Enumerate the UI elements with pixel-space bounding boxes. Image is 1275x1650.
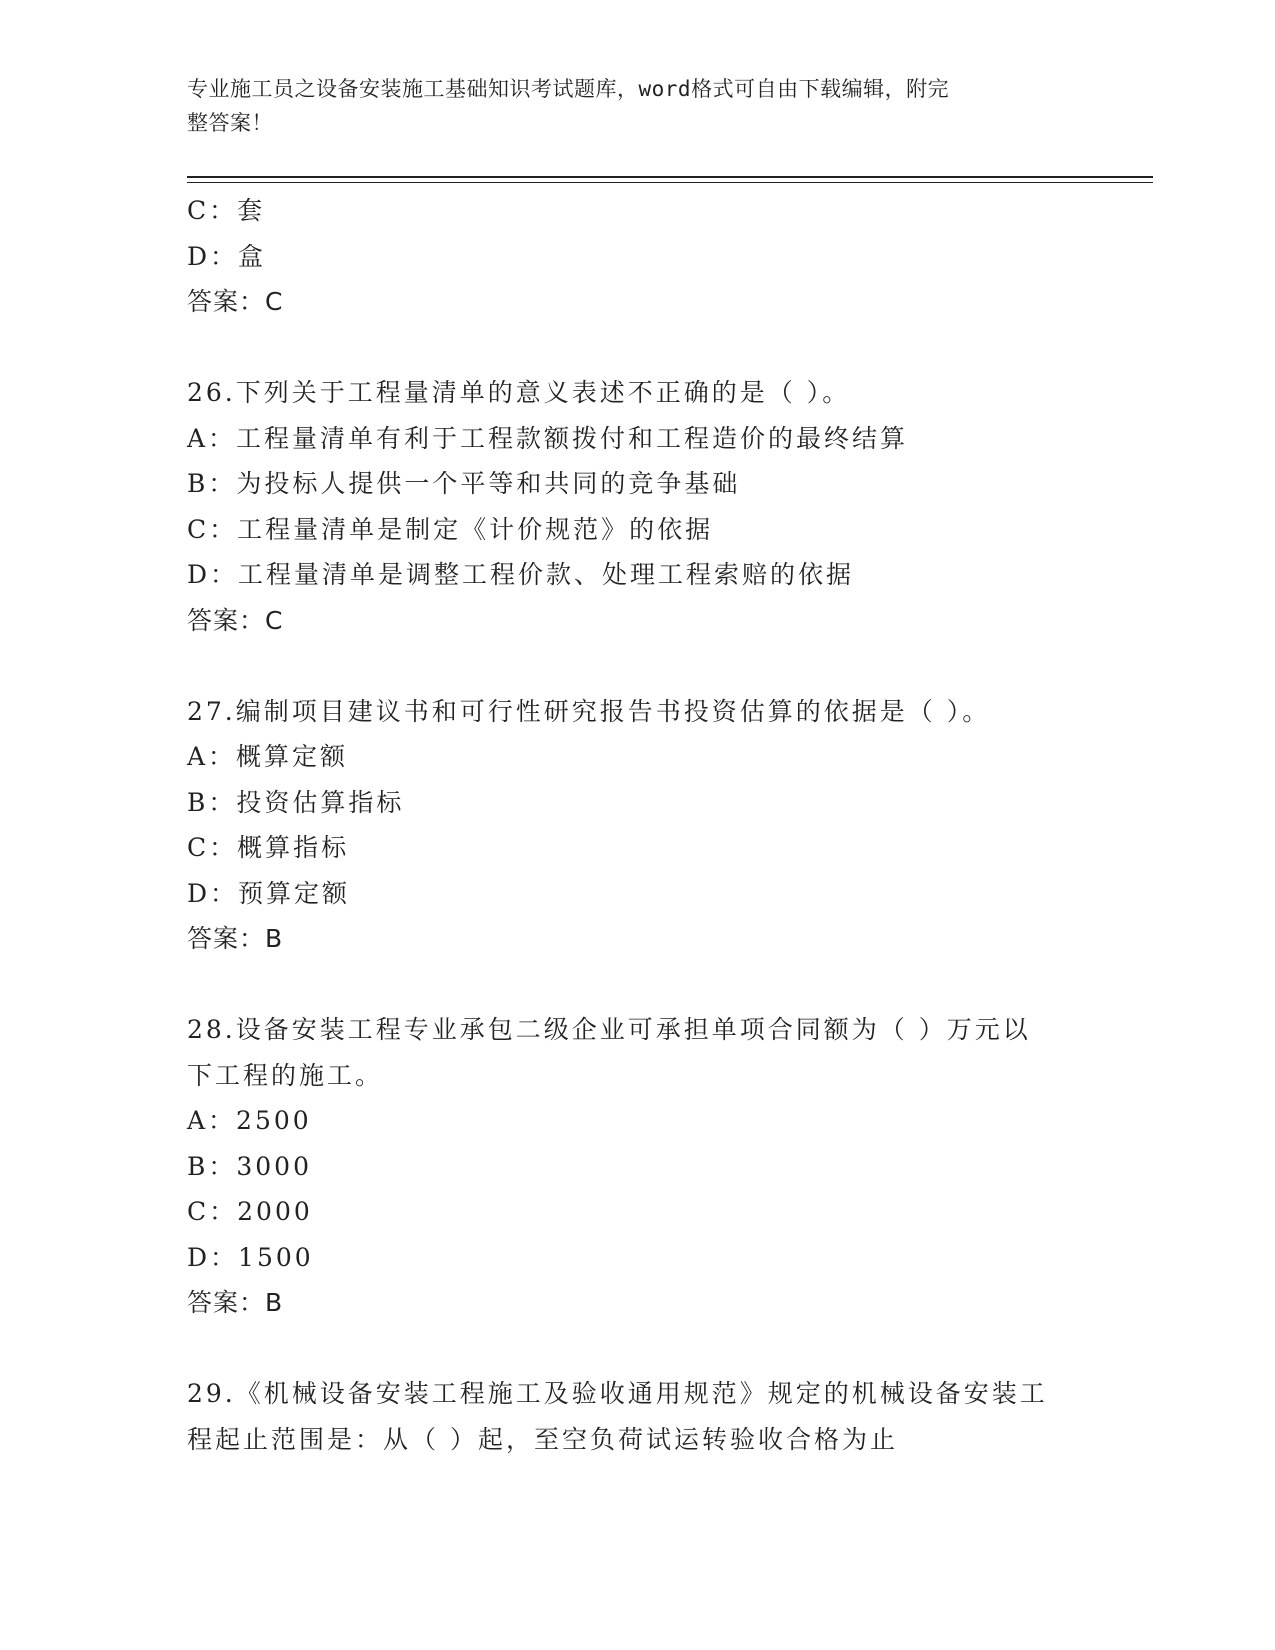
question-list (187, 188, 1107, 1462)
header-title-line-1: 专业施工员之设备安装施工基础知识考试题库，word格式可自由下载编辑，附完 (187, 77, 950, 101)
answer-line: 答案：C (187, 605, 284, 635)
question-stem: 26.下列关于工程量清单的意义表述不正确的是（ ）。 (187, 378, 851, 407)
question-block-27 (187, 689, 1107, 962)
question-stem: 27.编制项目建议书和可行性研究报告书投资估算的依据是（ ）。 (187, 696, 991, 726)
option-a: A：2500 (187, 1106, 312, 1135)
option-c: C：套 (187, 196, 266, 225)
answer-line: 答案：B (187, 1288, 284, 1317)
option-b: B：投资估算指标 (187, 787, 405, 817)
option-a: A：概算定额 (187, 742, 349, 771)
question-stem-continued: 下工程的施工。 (187, 1060, 384, 1090)
question-block-25 (187, 188, 1107, 325)
answer-line: 答案：B (187, 924, 284, 953)
option-c: C：2000 (187, 1197, 313, 1226)
header-title-line-2: 整答案！ (187, 111, 273, 135)
question-stem-continued: 程起止范围是：从（ ）起，至空负荷试运转验收合格为止 (187, 1424, 898, 1454)
page-header (187, 72, 1087, 140)
header-divider-thin (187, 182, 1153, 183)
option-d: D：预算定额 (187, 878, 351, 908)
option-a: A：工程量清单有利于工程款额拨付和工程造价的最终结算 (187, 423, 909, 453)
option-b: B：3000 (187, 1151, 312, 1181)
option-c: C：概算指标 (187, 833, 350, 862)
question-stem: 29.《机械设备安装工程施工及验收通用规范》规定的机械设备安装工 (187, 1379, 1048, 1408)
question-stem: 28.设备安装工程专业承包二级企业可承担单项合同额为（ ）万元以 (187, 1015, 1031, 1044)
question-block-29 (187, 1371, 1107, 1462)
question-block-26 (187, 370, 1107, 643)
header-divider (187, 176, 1153, 178)
option-d: D：1500 (187, 1242, 314, 1272)
question-block-28 (187, 1007, 1107, 1326)
answer-line: 答案：C (187, 287, 284, 316)
option-c: C：工程量清单是制定《计价规范》的依据 (187, 514, 714, 544)
option-d: D：盒 (187, 241, 267, 271)
option-d: D：工程量清单是调整工程价款、处理工程索赔的依据 (187, 560, 855, 589)
option-b: B：为投标人提供一个平等和共同的竞争基础 (187, 469, 741, 498)
